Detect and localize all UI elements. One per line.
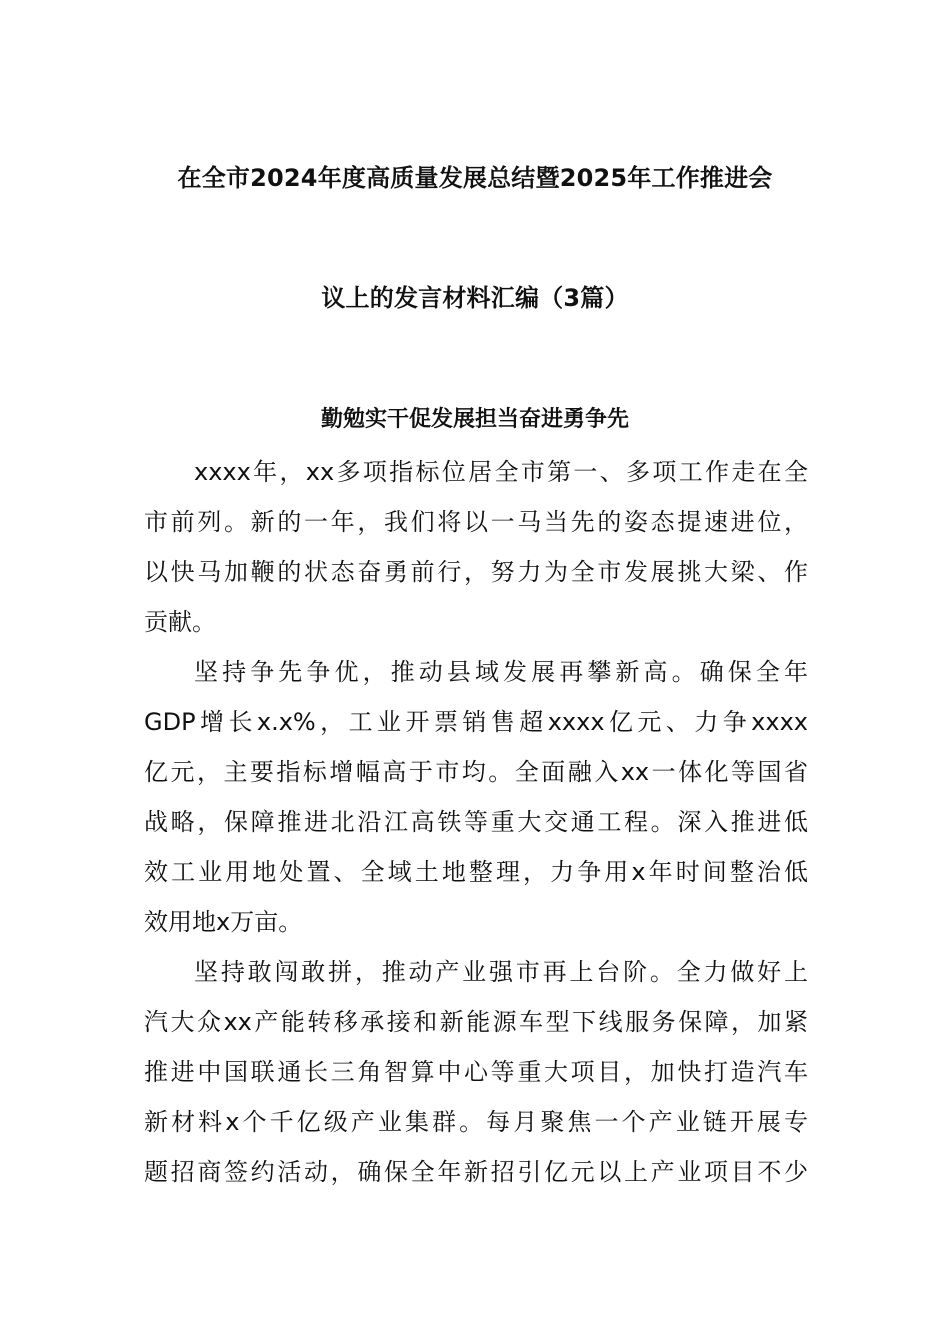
paragraph-line: 效工业用地处置、全域土地整理，力争用x年时间整治低	[144, 858, 808, 886]
paragraph-line: 亿元，主要指标增幅高于市均。全面融入xx一体化等国省	[144, 758, 808, 786]
document-title-line-1: 在全市2024年度高质量发展总结暨2025年工作推进会	[177, 164, 773, 192]
paragraph-line: 效用地x万亩。	[144, 908, 303, 936]
paragraph-line: 新材料x个千亿级产业集群。每月聚焦一个产业链开展专	[144, 1108, 808, 1136]
paragraph-line: xxxx年，xx多项指标位居全市第一、多项工作走在全	[194, 458, 808, 486]
paragraph-line: 以快马加鞭的状态奋勇前行，努力为全市发展挑大梁、作	[144, 558, 808, 586]
paragraph-line: 推进中国联通长三角智算中心等重大项目，加快打造汽车	[144, 1058, 808, 1086]
paragraph-line: 汽大众xx产能转移承接和新能源车型下线服务保障，加紧	[144, 1008, 808, 1036]
section-heading: 勤勉实干促发展担当奋进勇争先	[320, 407, 629, 432]
paragraph-1	[144, 452, 808, 652]
paragraph-2	[144, 652, 808, 952]
paragraph-line: 坚持敢闯敢拼，推动产业强市再上台阶。全力做好上	[194, 958, 808, 986]
paragraph-line: GDP增长x.x%，工业开票销售超xxxx亿元、力争xxxx	[144, 708, 808, 736]
body-text	[144, 452, 808, 1202]
paragraph-line: 市前列。新的一年，我们将以一马当先的姿态提速进位，	[144, 508, 808, 536]
document-title-line-2: 议上的发言材料汇编（3篇）	[321, 284, 629, 312]
paragraph-line: 题招商签约活动，确保全年新招引亿元以上产业项目不少	[144, 1158, 808, 1186]
paragraph-3	[144, 952, 808, 1202]
paragraph-line: 战略，保障推进北沿江高铁等重大交通工程。深入推进低	[144, 808, 808, 836]
paragraph-line: 坚持争先争优，推动县域发展再攀新高。确保全年	[194, 658, 808, 686]
paragraph-line: 贡献。	[144, 608, 216, 636]
